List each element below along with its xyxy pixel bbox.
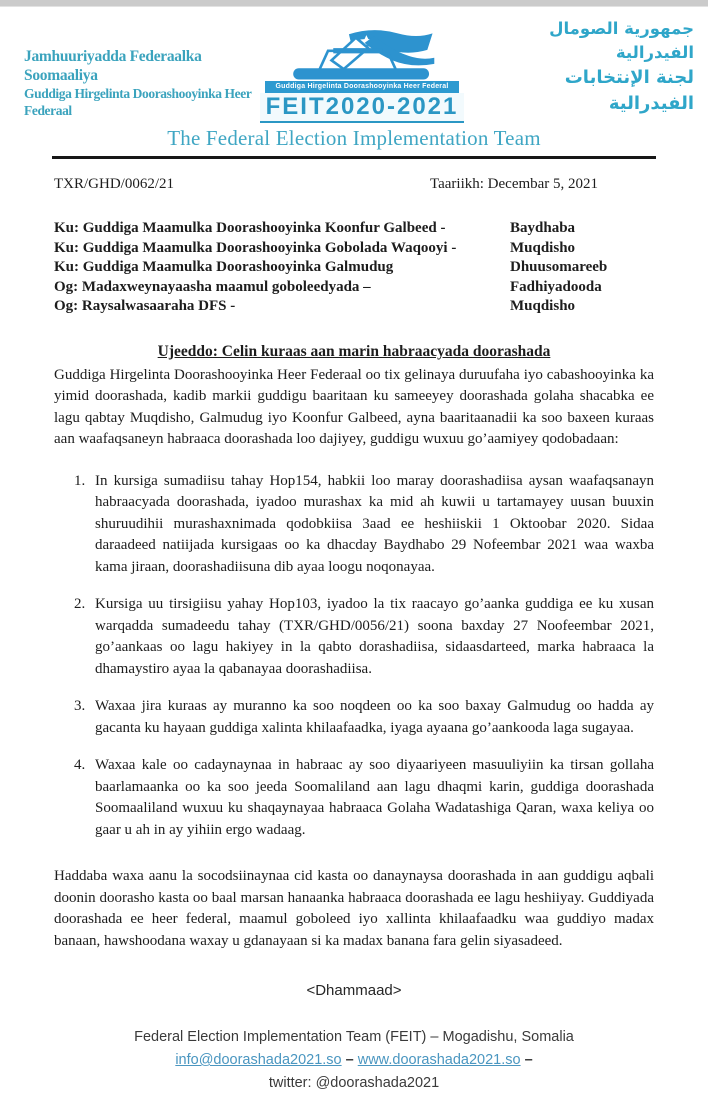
list-item — [74, 755, 654, 841]
recipient-location: Baydhaba — [510, 220, 576, 236]
decision-list — [54, 471, 654, 842]
scan-edge-strip — [0, 0, 708, 7]
list-item-text: In kursiga sumadiisu tahay Hop154, habkii loo maray doorashadiisa aysan waafaqsanayn habraacyada doorashada, iyadoo murashax ka mid ah kuwii u tartamayey uusan buuxin shuruudihii murashaxnimada qodobkiisa 3aad ee heshiiskii 1 Oktoobar 2020. Sidaa daraadeed natiijada kursigaas oo ka dhacday Baydhabo 29 Nofeembar 2021 waa waxba kama jiraan, doorashadiisuna dib ayaa loogu noqonayaa. — [95, 472, 654, 575]
end-mark: <Dhammaad> — [306, 982, 402, 999]
list-item — [74, 696, 654, 739]
list-item-text: Waxaa kale oo cadaynaynaa in habraac ay soo diyaariyeen masuuliyiin ka tirsan gollaha baarlamaanka oo ka soo jeeda Soomaliland aan lagu dhaqmi karin, guddiga doorashada Soomaaliland wuxuu ku shaqaynayaa habraaca Golaha Wadatashiga Qaran, waxa keliya oo gaar u ah in ay yihiin ergo wadaag. — [95, 757, 654, 838]
recipient-location: Muqdisho — [510, 298, 576, 314]
list-item — [74, 471, 654, 579]
recipient-label: Og: Raysalwasaaraha DFS - — [54, 298, 236, 314]
list-item-number: 2. — [74, 596, 86, 612]
subject-line: Ujeeddo: Celin kuraas aan marin habraacyada doorashada — [157, 342, 551, 360]
recipient-location: Fadhiyadooda — [510, 278, 602, 295]
org-name-arabic-line2: لجنة الإنتخابات الفيدرالية — [564, 67, 694, 114]
list-item — [74, 594, 654, 680]
list-item-number: 4. — [74, 757, 86, 773]
footer-links-line — [54, 1049, 654, 1072]
recipient-list — [54, 219, 654, 317]
org-name-somali-line1: Jamhuuriyadda Federaalka Soomaaliya — [24, 48, 202, 84]
org-name-arabic-line1: جمهورية الصومال الفيدرالية — [549, 19, 694, 62]
footer-separator: – — [341, 1052, 358, 1068]
closing-paragraph: Haddaba waxa aanu la socodsiinaynaa cid kasta oo danaynaysa doorashada in aan guddigu aqbali doonin doorasho kasta oo baal marsan hanaanka habraaca doorashada ee lagu heshiiyay. Guddiyada doorashada ee heer federal, maamul goboleed iyo xallinta khilaafaadku waa guddiyo madax banaan, hawshoodana waxay u gdanayaan si ka madax banana fara gelin siyasadeed. — [54, 868, 654, 949]
footer-twitter-line: twitter: @doorashada2021 — [268, 1075, 440, 1091]
recipient-row — [54, 239, 654, 259]
reference-number: TXR/GHD/0062/21 — [54, 176, 174, 192]
list-item-text: Waxaa jira kuraas ay muranno ka soo noqdeen oo ka soo baxay Galmudug oo hadda ay gacanta ku hayaan guddiga xalinta khilaafaadka, iyaga ayaana go’aankooda laga sugayaa. — [95, 698, 654, 736]
reference-row — [54, 174, 654, 194]
recipient-label: Og: Madaxweynayaasha maamul goboleedyada – — [54, 278, 371, 295]
recipient-location: Dhuusomareeb — [510, 259, 608, 275]
footer-separator: – — [520, 1052, 533, 1068]
recipient-row — [54, 297, 654, 317]
recipient-row — [54, 278, 654, 298]
recipient-label: Ku: Guddiga Maamulka Doorashooyinka Koonfur Galbeed - — [54, 220, 446, 236]
footer-org-line: Federal Election Implementation Team (FEIT) – Mogadishu, Somalia — [134, 1029, 574, 1045]
org-name-arabic — [472, 17, 694, 123]
list-item-number: 1. — [74, 472, 86, 489]
recipient-location: Muqdisho — [510, 239, 576, 256]
org-name-somali-line2: Guddiga Hirgelinta Doorashooyinka Heer Federaal — [24, 86, 252, 118]
recipient-label: Ku: Guddiga Maamulka Doorashooyinka Galmudug — [54, 259, 394, 275]
feit-logo-block — [252, 29, 472, 123]
org-name-somali — [24, 47, 252, 123]
letterhead-divider — [52, 156, 656, 159]
list-item-text: Kursiga uu tirsigiisu yahay Hop103, iyadoo la tix raacayo go’aanka guddiga ee ku xusan warqadda sumadeedu tahay (TXR/GHD/0056/21) soona baxday 27 Noofeembar 2021, go’aankaas oo lagu hakiyey in la qabto dorashadiisa, sidaasdarteed, marka habraaca la dhamaystiro ayaa la qabanayaa doorashadiisa. — [95, 596, 654, 677]
logo-acronym: FEIT2020-2021 — [260, 93, 465, 123]
recipient-label: Ku: Guddiga Maamulka Doorashooyinka Gobolada Waqooyi - — [54, 239, 457, 256]
recipient-row — [54, 258, 654, 278]
letterhead-subtitle: The Federal Election Implementation Team — [167, 126, 541, 150]
letterhead — [0, 7, 708, 123]
email-link[interactable]: info@doorashada2021.so — [175, 1052, 342, 1068]
website-link[interactable]: www.doorashada2021.so — [357, 1052, 521, 1068]
recipient-row — [54, 219, 654, 239]
letter-footer — [54, 1026, 654, 1095]
intro-paragraph: Guddiga Hirgelinta Doorashooyinka Heer Federaal oo tix gelinaya duruufaha iyo cabashooyinka ka yimid doorashada, kadib markii guddigu baaritaan ku sameeyey doorashada golaha shacabka ee lagu qabtay Muqdisho, Galmudug iyo Koonfur Galbeed, ayna baaritaanadii ka soo baxeen kuraas aan waafaqsaneyn habraaca doorashada loo dajiyey, guddigu wuxuu go’aamiyey qodobadaan: — [54, 366, 654, 447]
date-line: Taariikh: Decembar 5, 2021 — [430, 176, 599, 192]
ballot-box-flag-hand-icon — [284, 29, 440, 83]
letter-body — [0, 174, 708, 1095]
list-item-number: 3. — [74, 698, 86, 714]
logo-banner-text: Guddiga Hirgelinta Doorashooyinka Heer Federal — [265, 81, 459, 93]
